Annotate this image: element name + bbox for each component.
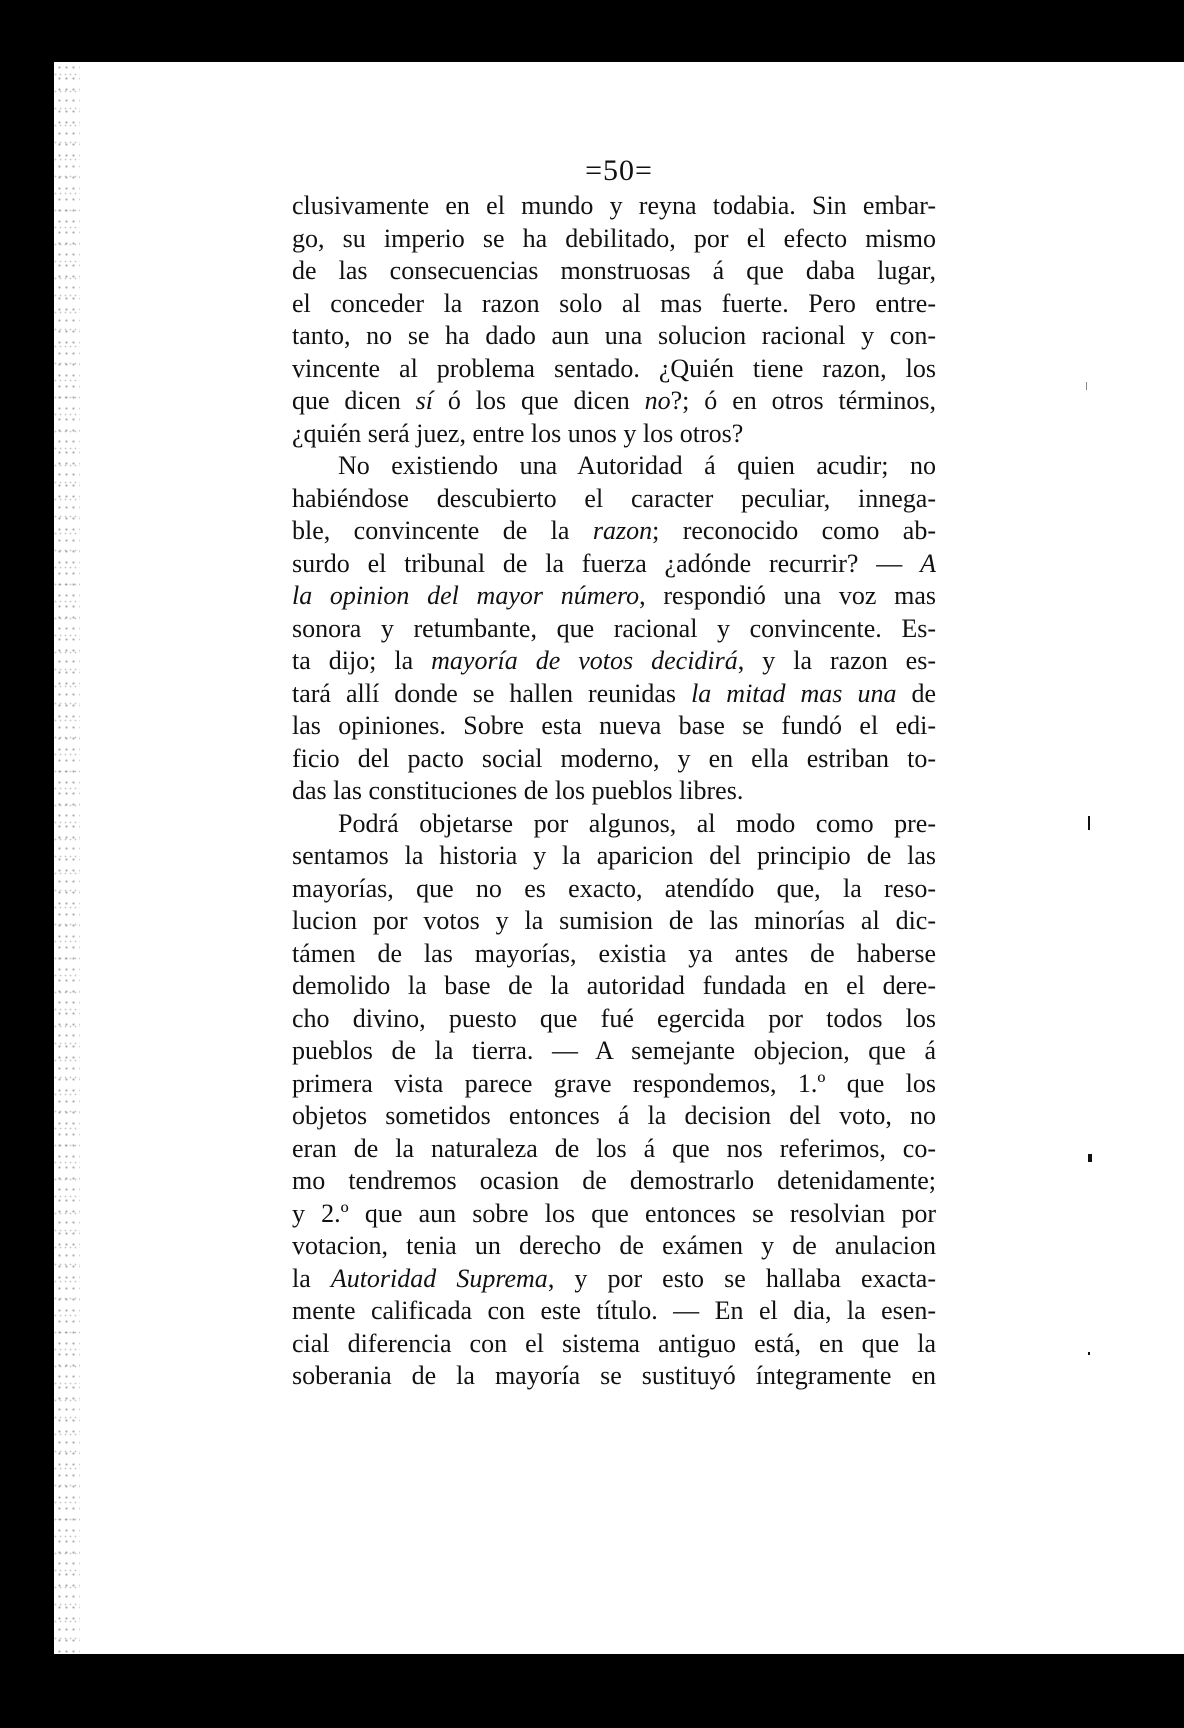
text-segment: las opiniones. Sobre esta nueva base se fundó el edi- [292, 711, 936, 740]
text-segment: de [896, 678, 937, 708]
text-line [292, 775, 936, 808]
text-line [292, 418, 936, 451]
text-segment: cial diferencia con el sistema antiguo está, en que la [292, 1328, 936, 1358]
italic-text: la opinion del mayor número [292, 581, 640, 610]
text-line [292, 385, 936, 418]
text-segment: ta dijo; la [292, 646, 432, 675]
text-line [292, 1360, 936, 1393]
text-line [292, 710, 936, 743]
text-segment: ¿quién será juez, entre los unos y los otros? [292, 418, 744, 448]
text-line [292, 1133, 936, 1166]
text-segment: támen de las mayorías, existia ya antes de haberse [292, 938, 936, 968]
page-number: =50= [585, 154, 653, 187]
text-segment: tará allí donde se hallen reunidas [292, 678, 692, 708]
text-segment: eran de la naturaleza de los á que nos referimos, co- [292, 1133, 936, 1163]
text-line [292, 1198, 936, 1231]
text-line [292, 1035, 936, 1068]
text-segment: sentamos la historia y la aparicion del principio de las [292, 841, 936, 870]
text-segment: das las constituciones de los pueblos libres. [292, 776, 744, 805]
text-segment: sonora y retumbante, que racional y convincente. Es- [292, 613, 936, 643]
text-segment: cho divino, puesto que fué egercida por todos los [292, 1003, 936, 1033]
text-segment: objetos sometidos entonces á la decision del voto, no [292, 1101, 936, 1130]
text-segment: habiéndose descubierto el caracter peculiar, innega- [292, 483, 936, 513]
text-line [292, 255, 936, 288]
text-line [292, 190, 936, 223]
text-line [292, 970, 936, 1003]
text-line [292, 678, 936, 711]
text-segment: ?; ó en otros términos, [670, 386, 937, 415]
text-segment: demolido la base de la autoridad fundada en el dere- [292, 971, 936, 1000]
text-segment: ó los que dicen [432, 386, 645, 415]
margin-mark [1088, 1154, 1092, 1162]
text-line [292, 1068, 936, 1101]
text-segment: y 2.º que aun sobre los que entonces se resolvian por [292, 1198, 936, 1228]
text-segment: pueblos de la tierra. — A semejante objecion, que á [292, 1036, 936, 1065]
text-line [292, 483, 936, 516]
text-segment: go, su imperio se ha debilitado, por el efecto mismo [292, 223, 936, 253]
text-segment: Podrá objetarse por algunos, al modo como pre- [338, 808, 936, 838]
text-segment: ; reconocido como ab- [652, 516, 936, 545]
margin-mark [1086, 382, 1087, 390]
italic-text: sí [415, 386, 433, 415]
text-segment: lucion por votos y la sumision de las minorías al dic- [292, 906, 936, 935]
text-segment: , y la razon es- [737, 646, 936, 675]
text-segment: , respondió una voz mas [639, 581, 936, 610]
text-line [292, 743, 936, 776]
margin-mark [1088, 1352, 1090, 1355]
book-page [54, 62, 1184, 1654]
text-line [292, 645, 936, 678]
text-segment: surdo el tribunal de la fuerza ¿adónde recurrir? — [292, 548, 921, 578]
text-line [292, 320, 936, 353]
text-segment: la [292, 1263, 331, 1293]
italic-text: no [644, 386, 671, 415]
text-segment: No existiendo una Autoridad á quien acudir; no [338, 451, 936, 480]
text-segment: ficio del pacto social moderno, y en ella estriban to- [292, 743, 936, 773]
text-segment: primera vista parece grave respondemos, 1.º que los [292, 1068, 936, 1098]
text-segment: tanto, no se ha dado aun una solucion racional y con- [292, 321, 936, 350]
text-segment: votacion, tenia un derecho de exámen y de anulacion [292, 1231, 936, 1260]
text-segment: el conceder la razon solo al mas fuerte. Pero entre- [292, 288, 936, 318]
text-segment: mayorías, que no es exacto, atendído que, la reso- [292, 873, 936, 903]
text-line [292, 353, 936, 386]
margin-mark [1088, 816, 1090, 830]
text-segment: de las consecuencias monstruosas á que daba lugar, [292, 256, 936, 285]
text-line [292, 840, 936, 873]
text-line [292, 288, 936, 321]
text-line [292, 1328, 936, 1361]
text-line [292, 1100, 936, 1133]
body-text [292, 190, 936, 1393]
text-segment: mo tendremos ocasion de demostrarlo detenidamente; [292, 1166, 936, 1195]
text-segment: mente calificada con este título. — En el dia, la esen- [292, 1296, 936, 1325]
text-line [292, 223, 936, 256]
text-line [292, 873, 936, 906]
italic-text: razon [592, 516, 653, 545]
text-segment: , y por esto se hallaba exacta- [547, 1263, 936, 1293]
italic-text: A [920, 548, 936, 578]
text-line [292, 580, 936, 613]
text-line [292, 1003, 936, 1036]
text-segment: ble, convincente de la [292, 516, 593, 545]
text-segment: que dicen [292, 386, 416, 415]
text-segment: clusivamente en el mundo y reyna todabia. Sin embar- [292, 191, 936, 220]
text-line [292, 1165, 936, 1198]
text-line [292, 1230, 936, 1263]
text-line [292, 808, 936, 841]
text-line [292, 450, 936, 483]
text-line [292, 1295, 936, 1328]
text-segment: soberania de la mayoría se sustituyó íntegramente en [292, 1361, 936, 1390]
text-segment: vincente al problema sentado. ¿Quién tiene razon, los [292, 353, 936, 383]
text-line [292, 1263, 936, 1296]
text-line [292, 938, 936, 971]
italic-text: Autoridad Suprema [330, 1263, 548, 1293]
text-line [292, 515, 936, 548]
text-line [292, 548, 936, 581]
italic-text: la mitad mas una [691, 678, 897, 708]
text-line [292, 905, 936, 938]
text-line [292, 613, 936, 646]
italic-text: mayoría de votos decidirá [431, 646, 738, 675]
page-edge-speckle [54, 62, 80, 1654]
